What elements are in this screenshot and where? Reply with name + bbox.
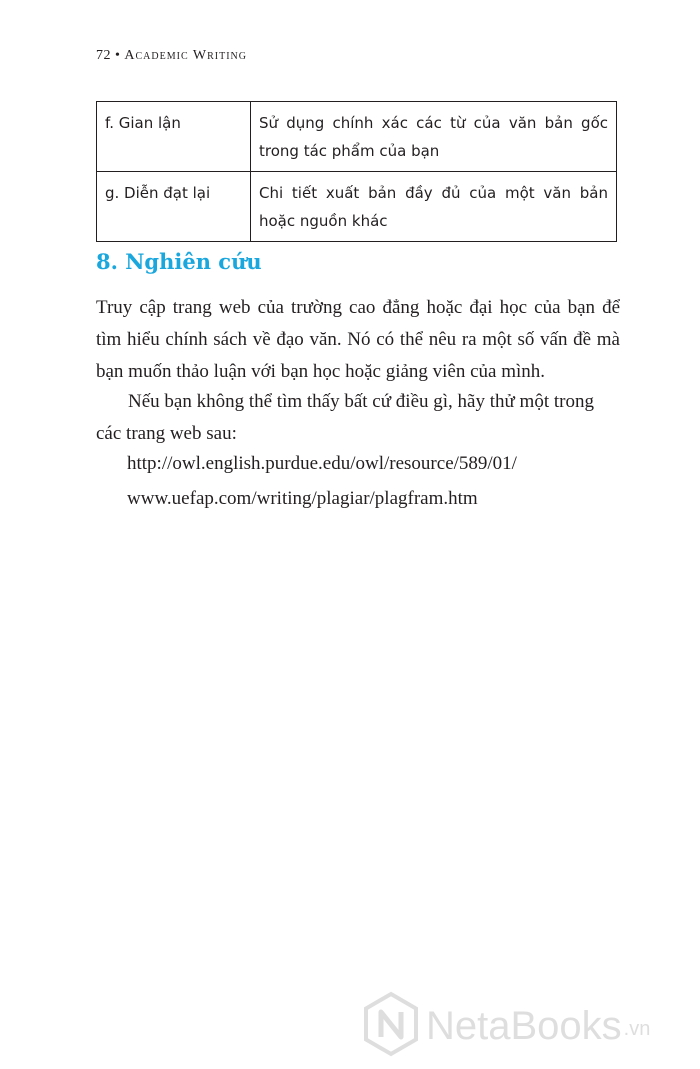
table-row <box>97 172 617 242</box>
header-separator: • <box>115 48 121 63</box>
reference-link[interactable]: www.uefap.com/writing/plagiar/plagfram.htm <box>127 488 478 509</box>
body-paragraph: Nếu bạn không thể tìm thấy bất cứ điều gì, hãy thử một trong các trang web sau: <box>96 391 594 444</box>
running-head <box>96 48 247 64</box>
watermark-text: NetaBooks <box>426 1003 622 1048</box>
section-heading: 8. Nghiên cứu <box>96 249 262 274</box>
terms-table <box>96 101 617 242</box>
definition-cell: Chi tiết xuất bản đầy đủ của một văn bản hoặc nguồn khác <box>251 172 617 242</box>
definition-cell: Sử dụng chính xác các từ của văn bản gốc trong tác phẩm của bạn <box>251 102 617 172</box>
netabooks-logo-icon <box>362 991 420 1062</box>
page-number: 72 <box>96 48 111 63</box>
book-title: Academic Writing <box>124 48 247 63</box>
body-paragraph: Truy cập trang web của trường cao đẳng hoặc đại học của bạn để tìm hiểu chính sách về đạo văn. Nó có thể nêu ra một số vấn đề mà bạn muốn thảo luận với bạn học hoặc giảng viên của mình. <box>96 297 620 382</box>
watermark-suffix: .vn <box>623 1018 651 1040</box>
term-cell: f. Gian lận <box>97 102 251 172</box>
term-cell: g. Diễn đạt lại <box>97 172 251 242</box>
reference-link[interactable]: http://owl.english.purdue.edu/owl/resource/589/01/ <box>127 453 517 474</box>
watermark <box>362 993 650 1059</box>
table-row <box>97 102 617 172</box>
